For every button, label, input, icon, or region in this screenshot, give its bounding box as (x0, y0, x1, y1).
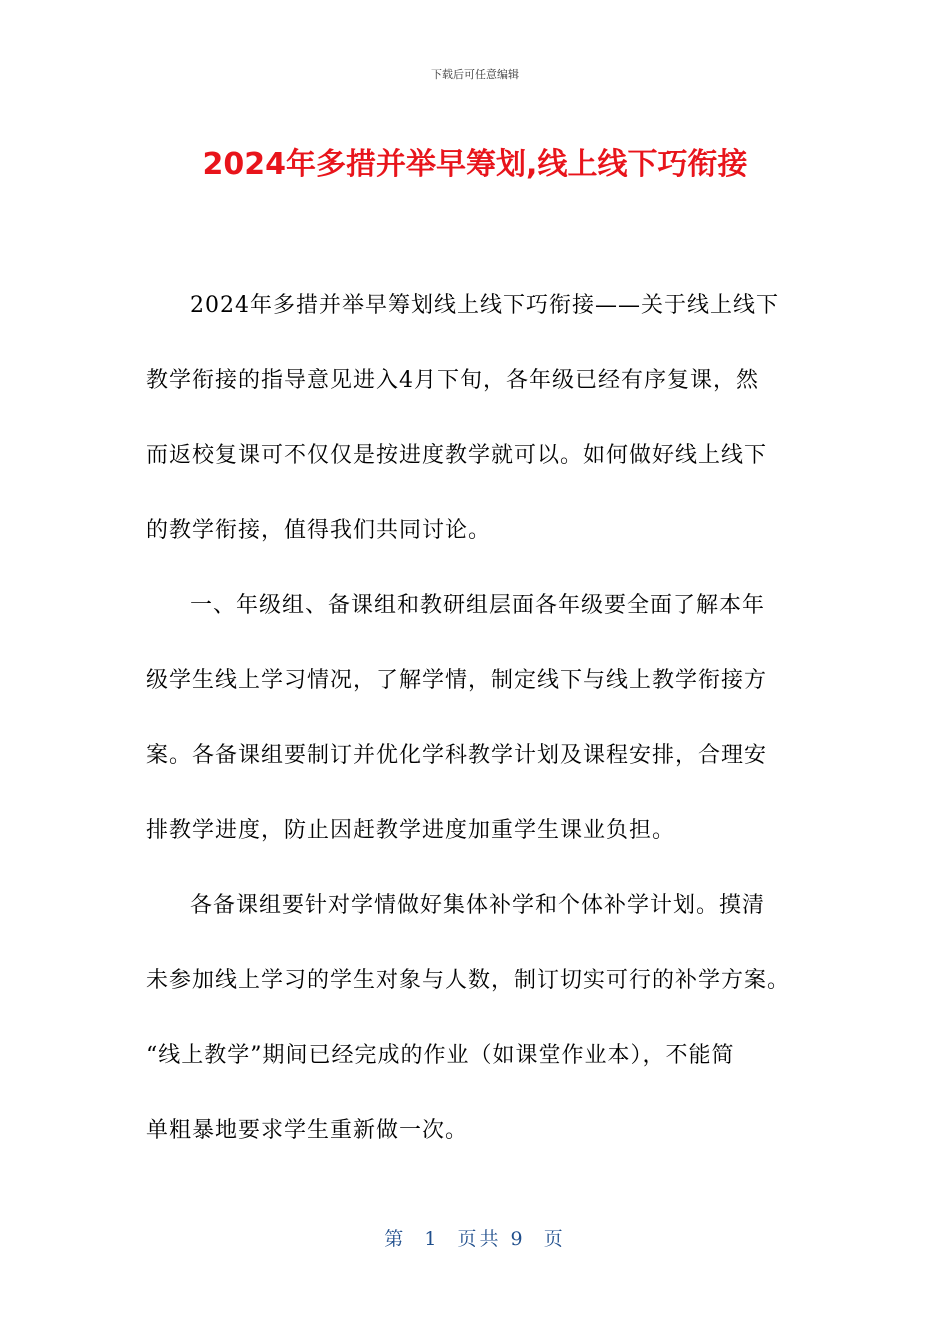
paragraph-line: 级学生线上学习情况，了解学情，制定线下与线上教学衔接方 (146, 668, 768, 693)
paragraph-line: 未参加线上学习的学生对象与人数，制订切实可行的补学方案。 (146, 968, 791, 993)
document-body (146, 268, 796, 1168)
paragraph-line: 排教学进度，防止因赶教学进度加重学生课业负担。 (146, 818, 676, 843)
paragraph-3 (146, 868, 796, 1168)
paragraph-line: 单粗暴地要求学生重新做一次。 (146, 1118, 469, 1143)
header-note: 下载后可任意编辑 (431, 68, 519, 81)
paragraph-line: “线上教学”期间已经完成的作业（如课堂作业本），不能简 (146, 1043, 735, 1068)
paragraph-line: 案。各备课组要制订并优化学科教学计划及课程安排，合理安 (146, 743, 768, 768)
paragraph-line: 一、年级组、备课组和教研组层面各年级要全面了解本年 (190, 593, 766, 618)
document-title: 2024年多措并举早筹划,线上线下巧衔接 (202, 147, 748, 182)
paragraph-1 (146, 268, 796, 568)
paragraph-line: 教学衔接的指导意见进入4月下旬，各年级已经有序复课，然 (146, 368, 759, 393)
page-number-footer: 第 1 页共 9 页 (384, 1228, 566, 1250)
paragraph-2 (146, 568, 796, 868)
paragraph-line: 2024年多措并举早筹划线上线下巧衔接——关于线上线下 (190, 293, 779, 318)
paragraph-line: 而返校复课可不仅仅是按进度教学就可以。如何做好线上线下 (146, 443, 768, 468)
paragraph-line: 各备课组要针对学情做好集体补学和个体补学计划。摸清 (190, 893, 766, 918)
paragraph-line: 的教学衔接，值得我们共同讨论。 (146, 518, 492, 543)
